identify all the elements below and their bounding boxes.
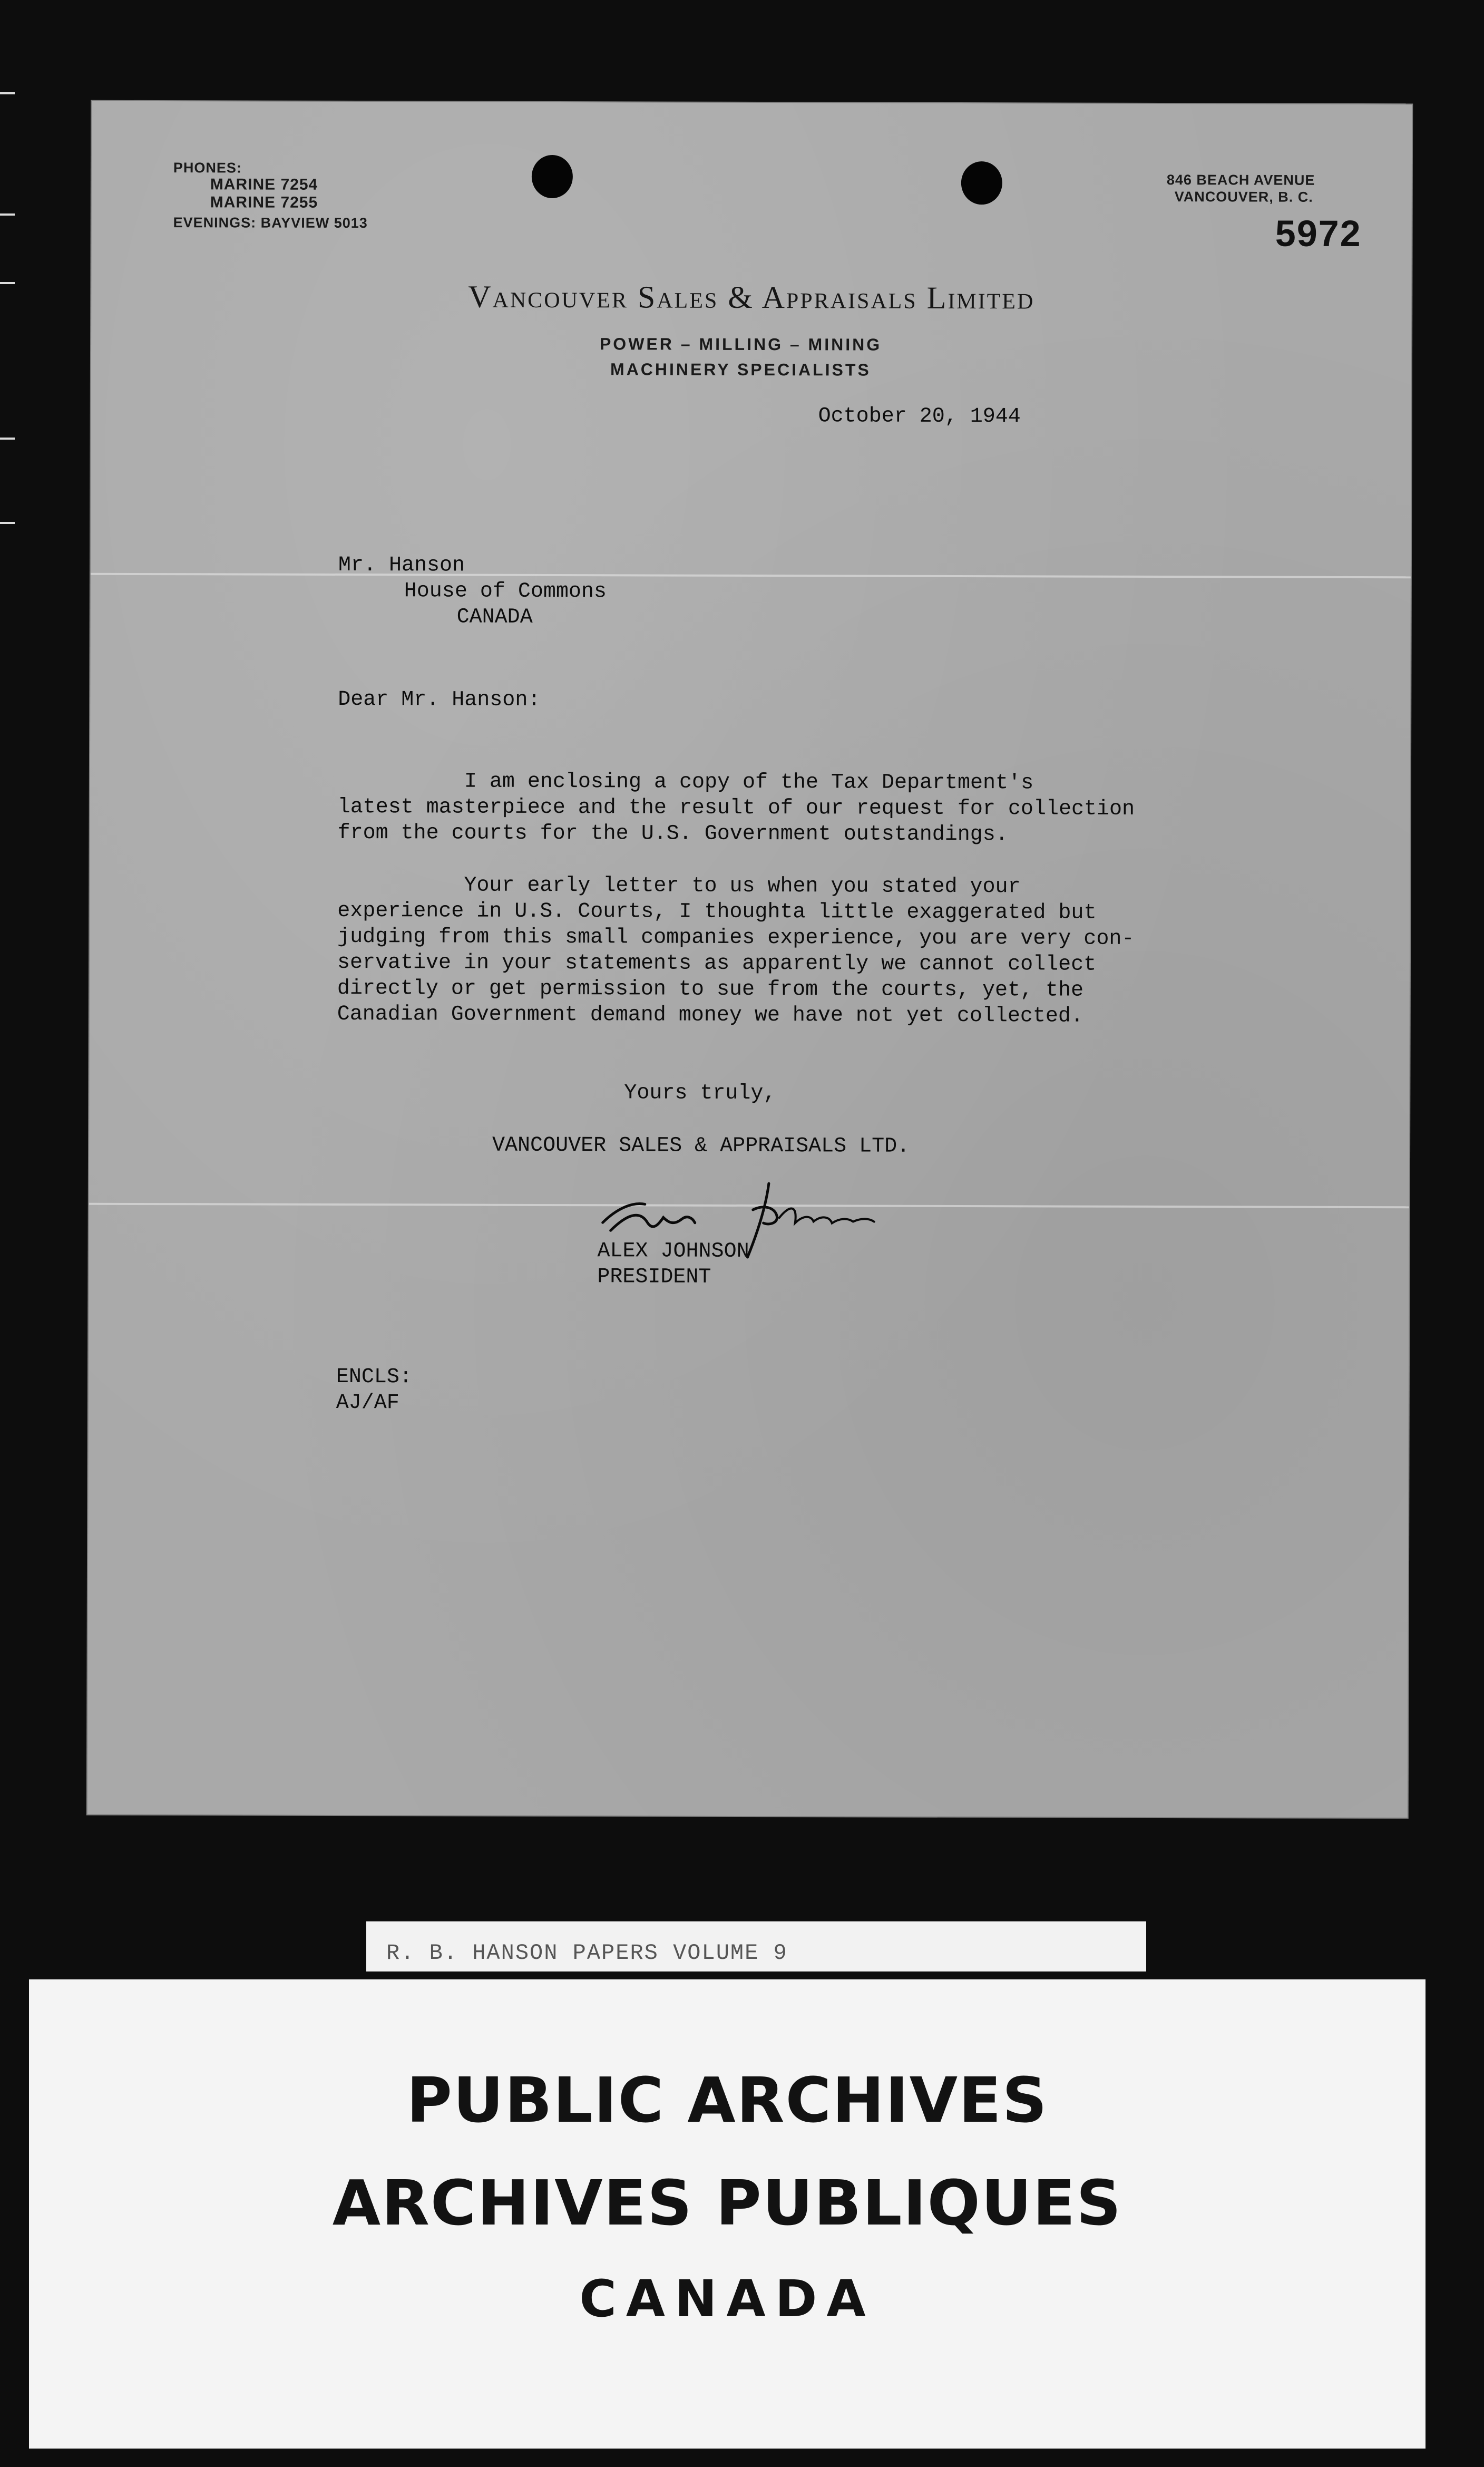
paragraph-line: servative in your statements as apparently we cannot collect <box>337 950 1097 977</box>
film-tick <box>0 522 15 524</box>
company-name: Vancouver Sales & Appraisals Limited <box>468 279 1035 316</box>
company-signoff: VANCOUVER SALES & APPRAISALS LTD. <box>492 1133 910 1159</box>
letter-page <box>87 101 1412 1818</box>
signer-name: ALEX JOHNSON <box>597 1239 749 1264</box>
film-tick <box>0 213 15 216</box>
phones-label: PHONES: <box>173 160 242 176</box>
volume-label-text: R. B. HANSON PAPERS VOLUME 9 <box>386 1940 788 1966</box>
paragraph-line: I am enclosing a copy of the Tax Department's <box>337 769 1034 795</box>
paragraph-line: experience in U.S. Courts, I thoughta little exaggerated but <box>337 899 1097 925</box>
archive-country: CANADA <box>579 2269 875 2328</box>
company-tagline: POWER – MILLING – MINING <box>599 334 882 354</box>
signer-title: PRESIDENT <box>597 1265 711 1289</box>
paragraph-line: Canadian Government demand money we have not yet collected. <box>337 1002 1084 1028</box>
street-address: 846 BEACH AVENUE <box>1166 172 1315 188</box>
archive-name-english: PUBLIC ARCHIVES <box>406 2064 1048 2136</box>
phone-number-2: MARINE 7255 <box>210 193 318 211</box>
recipient-name: Mr. Hanson <box>338 553 465 578</box>
paragraph-line: directly or get permission to sue from the courts, yet, the <box>337 976 1084 1003</box>
company-specialty: MACHINERY SPECIALISTS <box>610 360 871 380</box>
punch-hole-left <box>532 155 573 198</box>
punch-hole-right <box>961 161 1002 205</box>
phone-number-1: MARINE 7254 <box>210 176 318 193</box>
recipient-house: House of Commons <box>404 579 607 604</box>
paragraph-line: judging from this small companies experience, you are very con- <box>337 925 1135 951</box>
letter-date: October 20, 1944 <box>818 404 1021 429</box>
paragraph-line: latest masterpiece and the result of our request for collection <box>337 795 1135 821</box>
enclosures: ENCLS: <box>336 1365 413 1390</box>
salutation: Dear Mr. Hanson: <box>338 687 541 712</box>
paragraph-line: Your early letter to us when you stated your <box>337 873 1021 899</box>
document-number: 5972 <box>1275 212 1362 255</box>
archive-name-french: ARCHIVES PUBLIQUES <box>332 2167 1122 2239</box>
film-tick <box>0 92 15 94</box>
closing: Yours truly, <box>624 1081 776 1106</box>
recipient-country: CANADA <box>456 605 533 629</box>
film-tick <box>0 282 15 284</box>
city-address: VANCOUVER, B. C. <box>1174 189 1313 205</box>
typist-initials: AJ/AF <box>336 1391 399 1415</box>
evening-phone: EVENINGS: BAYVIEW 5013 <box>173 215 368 231</box>
archives-card <box>29 1979 1426 2449</box>
volume-label <box>366 1921 1146 1971</box>
paragraph-line: from the courts for the U.S. Government outstandings. <box>337 821 1008 847</box>
fold-line-upper <box>91 573 1411 579</box>
film-tick <box>0 438 15 440</box>
